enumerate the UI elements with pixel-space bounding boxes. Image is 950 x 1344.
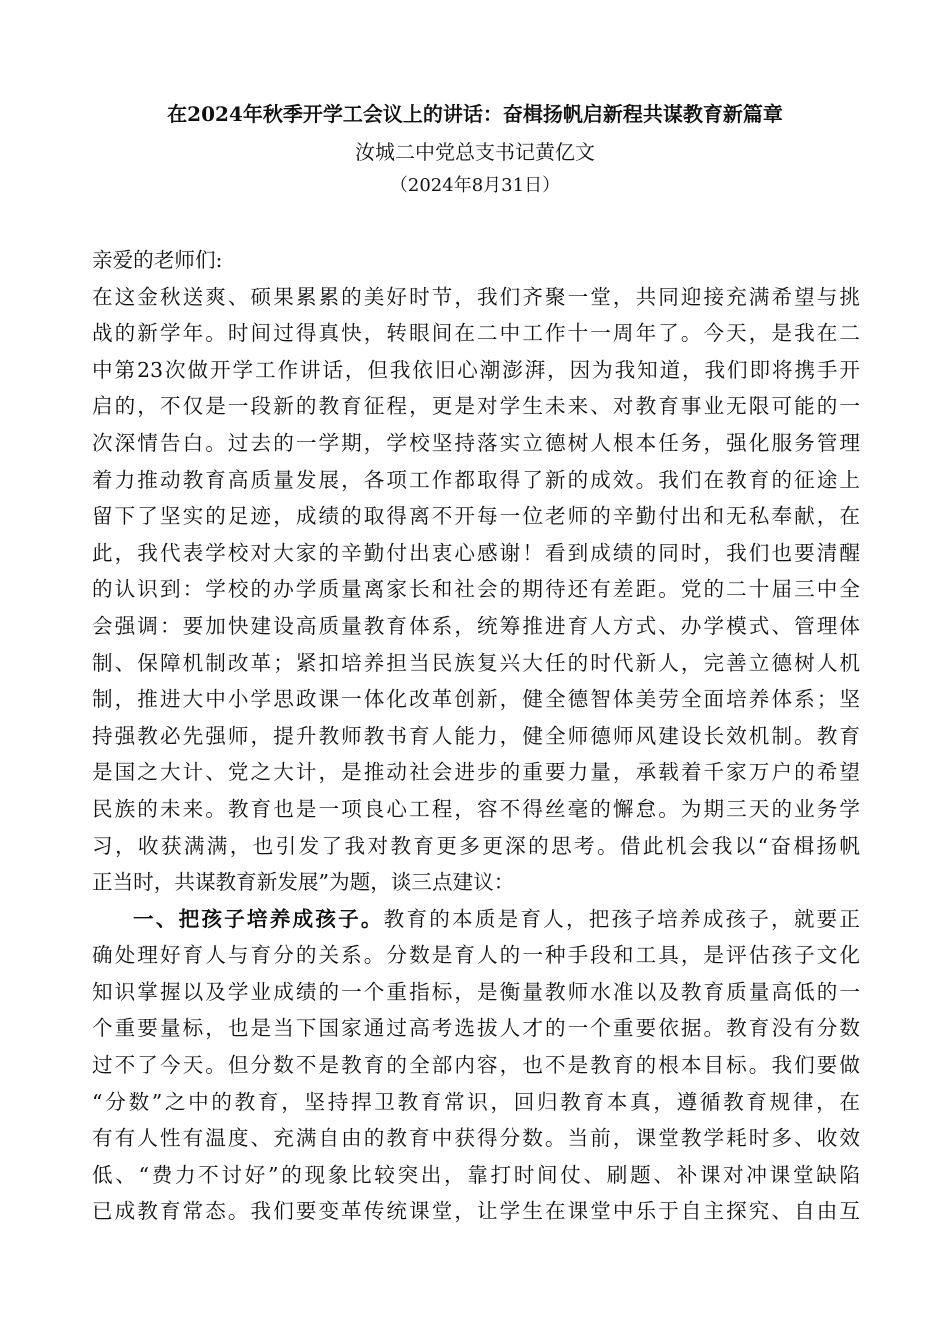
text-line: 持强教必先强师，提升教师教书育人能力，健全师德师风建设长效机制。教育: [92, 723, 860, 748]
text-line: 有有人性有温度、充满自由的教育中获得分数。当前，课堂教学耗时多、收效: [92, 1126, 860, 1151]
document-body: [92, 242, 860, 1230]
text-line: 战的新学年。时间过得真快，转眼间在二中工作十一周年了。今天，是我在二: [92, 321, 860, 346]
text-line: 会强调：要加快建设高质量教育体系，统筹推进育人方式、办学模式、管理体: [92, 613, 860, 638]
text-line: 在这金秋送爽、硕果累累的美好时节，我们齐聚一堂，共同迎接充满希望与挑: [92, 284, 860, 309]
text-line: 着力推动教育高质量发展，各项工作都取得了新的成效。我们在教育的征途上: [92, 467, 860, 492]
text-line: 民族的未来。教育也是一项良心工程，容不得丝毫的懈怠。为期三天的业务学: [92, 796, 860, 821]
document-title: 在2024年秋季开学工会议上的讲话：奋楫扬帆启新程共谋教育新篇章: [167, 102, 783, 126]
section-1-heading: 一、把孩子培养成孩子。: [133, 906, 384, 931]
text-line: 低、“费力不讨好”的现象比较突出，靠打时间仗、刷题、补课对冲课堂缺陷: [92, 1162, 860, 1187]
text-line: 的认识到：学校的办学质量离家长和社会的期待还有差距。党的二十届三中全: [92, 577, 860, 602]
text-line: “分数”之中的教育，坚持捍卫教育常识，回归教育本真，遵循教育规律，在: [92, 1089, 860, 1114]
text-line: 已成教育常态。我们要变革传统课堂，让学生在课堂中乐于自主探究、自由互: [92, 1199, 860, 1224]
text-line: 是国之大计、党之大计，是推动社会进步的重要力量，承载着千家万户的希望: [92, 760, 860, 785]
text-line: 习，收获满满，也引发了我对教育更多更深的思考。借此机会我以“奋楫扬帆: [92, 833, 860, 858]
section-1: [92, 901, 860, 1230]
text-line: 过不了今天。但分数不是教育的全部内容，也不是教育的根本目标。我们要做: [92, 1053, 860, 1078]
text-line: 此，我代表学校对大家的辛勤付出衷心感谢！看到成绩的同时，我们也要清醒: [92, 540, 860, 565]
text-line: 确处理好育人与育分的关系。分数是育人的一种手段和工具，是评估孩子文化: [92, 943, 860, 968]
text-line: 制、保障机制改革；紧扣培养担当民族复兴大任的时代新人，完善立德树人机: [92, 650, 860, 675]
text-line: 正当时，共谋教育新发展”为题，谈三点建议：: [92, 870, 515, 895]
text-line: 个重要量标，也是当下国家通过高考选拔人才的一个重要依据。教育没有分数: [92, 1016, 860, 1041]
document-date: （2024年8月31日）: [389, 175, 561, 196]
text-line: 留下了坚实的足迹，成绩的取得离不开每一位老师的辛勤付出和无私奉献，在: [92, 504, 860, 529]
section-1-first-line-text: 教育的本质是育人，把孩子培养成孩子，就要正: [383, 906, 861, 931]
section-1-first-line: [92, 901, 860, 938]
paragraph-1: [92, 279, 860, 901]
text-line: 次深情告白。过去的一学期，学校坚持落实立德树人根本任务，强化服务管理: [92, 430, 860, 455]
salutation: 亲爱的老师们:: [92, 248, 223, 272]
text-line: 启的，不仅是一段新的教育征程，更是对学生未来、对教育事业无限可能的一: [92, 394, 860, 419]
document-author: 汝城二中党总支书记黄亿文: [355, 140, 595, 164]
text-line: 中第23次做开学工作讲话，但我依旧心潮澎湃，因为我知道，我们即将携手开: [92, 357, 860, 382]
text-line: 知识掌握以及学业成绩的一个重指标，是衡量教师水准以及教育质量高低的一: [92, 979, 860, 1004]
text-line: 制，推进大中小学思政课一体化改革创新，健全德智体美劳全面培养体系；坚: [92, 687, 860, 712]
